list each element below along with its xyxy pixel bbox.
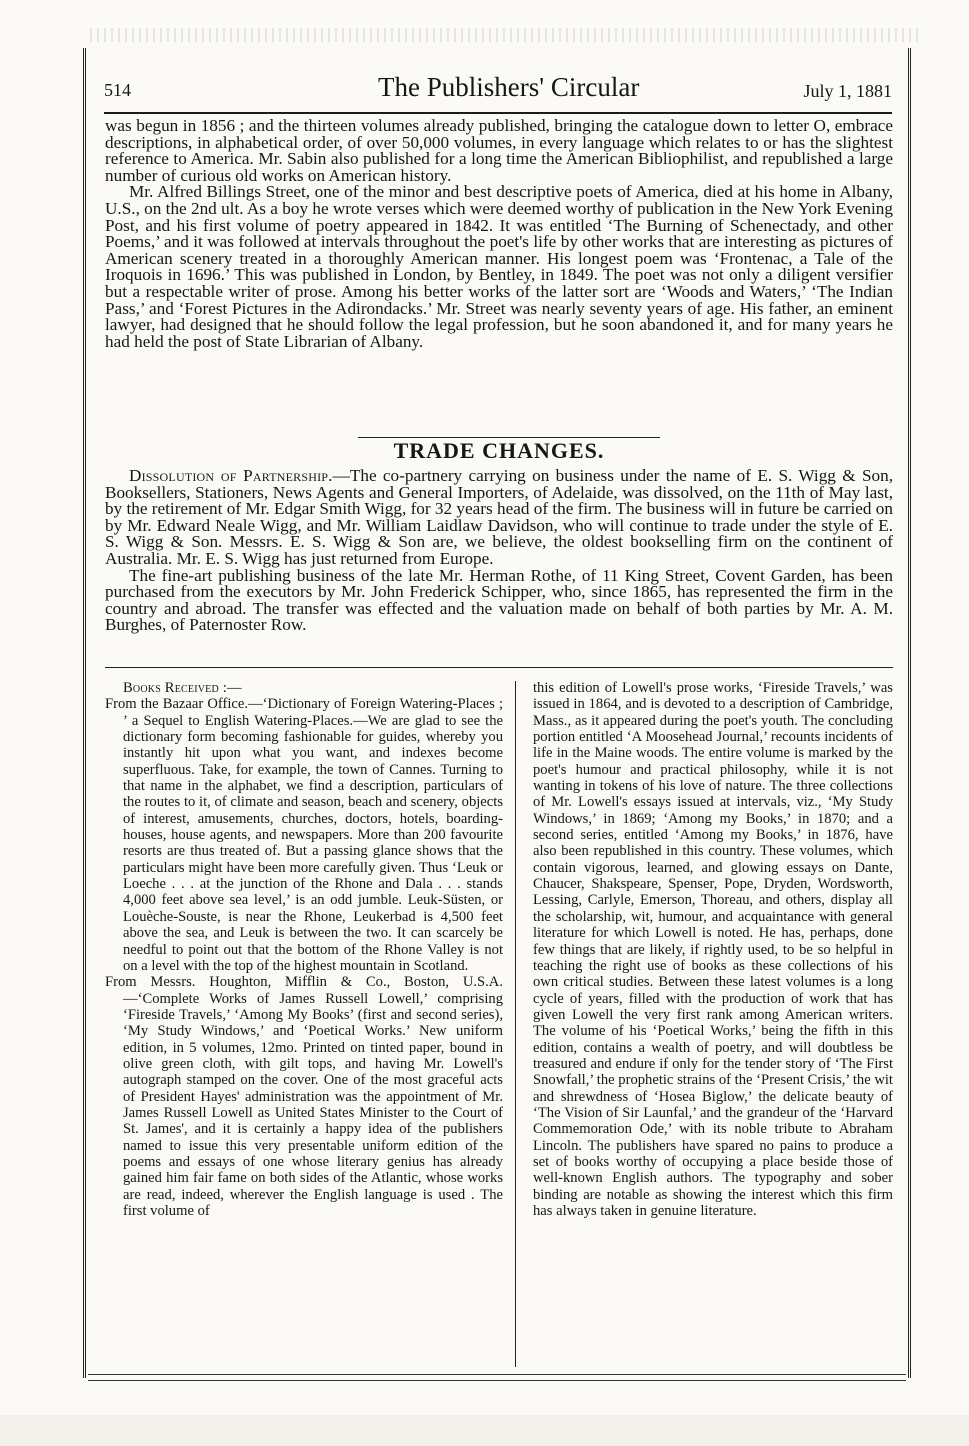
book-entry: From Messrs. Houghton, Mifflin & Co., Boston, U.S.A.—‘Complete Works of James Russell Lowell,’ comprising ‘Fireside Travels,’ ‘Among My Books’ (first and second series), ‘My Study Windows,’ and ‘Poetical Works.’ New uniform edition, in 5 volumes, 12mo. Printed on tinted paper, bound in olive green cloth, with gilt tops, and having Mr. Lowell's autograph stamped on the cover. One of the most graceful acts of President Hayes' administration was the appointment of Mr. James Russell Lowell as United States Minister to the Court of St. James', and it is certainly a happy idea of the publishers named to issue this very presentable uniform edition of the poems and essays of one whose literary genius has already gained him fair fame on both sides of the Atlantic, whose works are read, indeed, wherever the English language is used . The first volume of [105, 974, 503, 1219]
trade-text: —The co-partnery carrying on business under the name of E. S. Wigg & Son, Booksellers, Stationers, News Agents and General Importers, of Adelaide, was dissolved, on the 11th of May last, by the retirement of Mr. Edgar Smith Wigg, for 32 years head of the firm. The business will in future be carried on by Mr. Edward Neale Wigg, and Mr. William Laidlaw Davidson, who will continue to trade under the style of E. S. Wigg & Son. Messrs. E. S. Wigg & Son are, we believe, the oldest bookselling firm on the continent of Australia. Mr. E. S. Wigg has just returned from Europe. [105, 466, 893, 568]
running-head [104, 72, 892, 106]
issue-date: July 1, 1881 [803, 81, 892, 101]
column-divider [515, 681, 516, 1367]
scan-noise [90, 28, 920, 42]
book-entry: From the Bazaar Office.—‘Dictionary of Foreign Watering-Places ; ’ a Sequel to English Watering-Places.—We are glad to see the dictionary form becoming fashionable for guides, whereby you instantly hit upon what you want, and indexes become superfluous. Take, for example, the town of Cannes. Turning to that name in the alphabet, we find a description, particulars of the routes to it, of climate and season, beach and scenery, objects of interest, amusements, churches, doctors, hotels, boarding-houses, house agents, and newspapers. More than 200 favourite resorts are thus treated of. But a passing glance shows that the particulars might have been more carefully given. Thus ‘Leuk or Loeche . . . at the junction of the Rhone and Dala . . . stands 4,000 feet above sea level,’ is an odd jumble. Leuk-Süsten, or Louèche-Souste, is near the Rhone, Leukerbad is 4,500 feet above the sea, and Leuk is between the two. It can scarcely be needful to point out that the bottom of the Rhone Valley is not on a level with the top of the highest mountain in Scotland. [105, 696, 503, 974]
columns-top-rule [105, 667, 893, 668]
left-border-rule [83, 48, 92, 1378]
article-paragraph: Mr. Alfred Billings Street, one of the minor and best descriptive poets of America, died at his home in Albany, U.S., on the 2nd ult. As a boy he wrote verses which were deemed worthy of publication in the New York Evening Post, and his first volume of poetry appeared in 1842. It was entitled ‘The Burning of Schenectady, and other Poems,’ and it was followed at intervals throughout the poet's life by other works that are interesting as pictures of American scenery treated in a thoroughly American manner. His longest poem was ‘Frontenac, a Tale of the Iroquois in 1696.’ This was published in London, by Bentley, in 1849. The poet was not only a diligent versifier but a respectable writer of prose. Among his better works of the latter sort are ‘Woods and Waters,’ ‘The Indian Pass,’ and ‘Forest Pictures in the Adirondacks.’ Mr. Street was nearly seventy years of age. His father, an eminent lawyer, had designed that he should follow the legal profession, but he soon abandoned it, and for many years he had held the post of State Librarian of Albany. [105, 182, 893, 351]
trade-changes-section [105, 468, 893, 634]
page-number: 514 [104, 80, 131, 100]
books-received-continuation [533, 680, 893, 1219]
trade-paragraph [105, 468, 893, 568]
books-received-column [105, 680, 503, 1219]
article-paragraph: was begun in 1856 ; and the thirteen volumes already published, bringing the catalogue down to letter O, embrace descriptions, in alphabetical order, of over 50,000 volumes, in every language which relates to or has the slightest reference to America. Mr. Sabin also published for a long time the American Bibliophilist, and republished a large number of curious old works on American history. [105, 116, 893, 185]
trade-paragraph: The fine-art publishing business of the late Mr. Herman Rothe, of 11 King Street, Covent Garden, has been purchased from the executors by Mr. John Frederick Schipper, who, since 1865, has represented the firm in the country and abroad. The transfer was effected and the valuation made on behalf of both parties by Mr. A. M. Burghes, of Paternoster Row. [105, 565, 893, 635]
continuation-text: this edition of Lowell's prose works, ‘Fireside Travels,’ was issued in 1864, and is devoted to a description of Cambridge, Mass., as it appeared during the poet's youth. The concluding portion entitled ‘A Moosehead Journal,’ recounts incidents of life in the Maine woods. The entire volume is marked by the poet's humour and practical philosophy, while it is not wanting in tokens of his love of nature. The three collections of Mr. Lowell's essays issued at intervals, viz., ‘My Study Windows,’ in 1869; ‘Among my Books,’ in 1870; and a second series, entitled ‘Among my Books,’ in 1876, have also been republished in this country. These volumes, which contain vigorous, learned, and glowing essays on Dante, Chaucer, Shakspeare, Spenser, Pope, Dryden, Wordsworth, Lessing, Carlyle, Emerson, Thoreau, and others, display all the scholarship, wit, humour, and acquaintance with general literature for which Lowell is noted. He has, perhaps, done few things that are likely, if rightly used, to be so helpful in teaching the right use of books as these collections of his own critical studies. Between these latest volumes is a long cycle of years, filled with the production of work that has given Lowell the very first rank among American writers. The volume of his ‘Poetical Works,’ being the fifth in this edition, contains a wealth of poetry, and will doubtless be treasured and endure if only for the tender story of ‘The First Snowfall,’ the prophetic strains of the ‘Present Crisis,’ the wit and shrewdness of ‘Hosea Biglow,’ the delicate beauty of ‘The Vision of Sir Launfal,’ and the grandeur of the ‘Harvard Commemoration Ode,’ with its noble tribute to Abraham Lincoln. The publishers have spared no pains to produce a set of books worthy of occupying a place beside those of well-known English authors. The typography and sober binding are notable as showing the interest which this firm has always taken in genuine literature. [533, 680, 893, 1219]
books-received-heading: Books Received :— [123, 680, 242, 696]
publication-title: The Publishers' Circular [378, 72, 640, 102]
footer-rule [88, 1374, 906, 1381]
obituary-article [105, 118, 893, 350]
right-border-rule [902, 48, 911, 1378]
section-lead: Dissolution of Partnership. [129, 466, 333, 485]
bottom-margin [0, 1415, 969, 1446]
section-title-trade-changes: TRADE CHANGES. [393, 438, 605, 463]
